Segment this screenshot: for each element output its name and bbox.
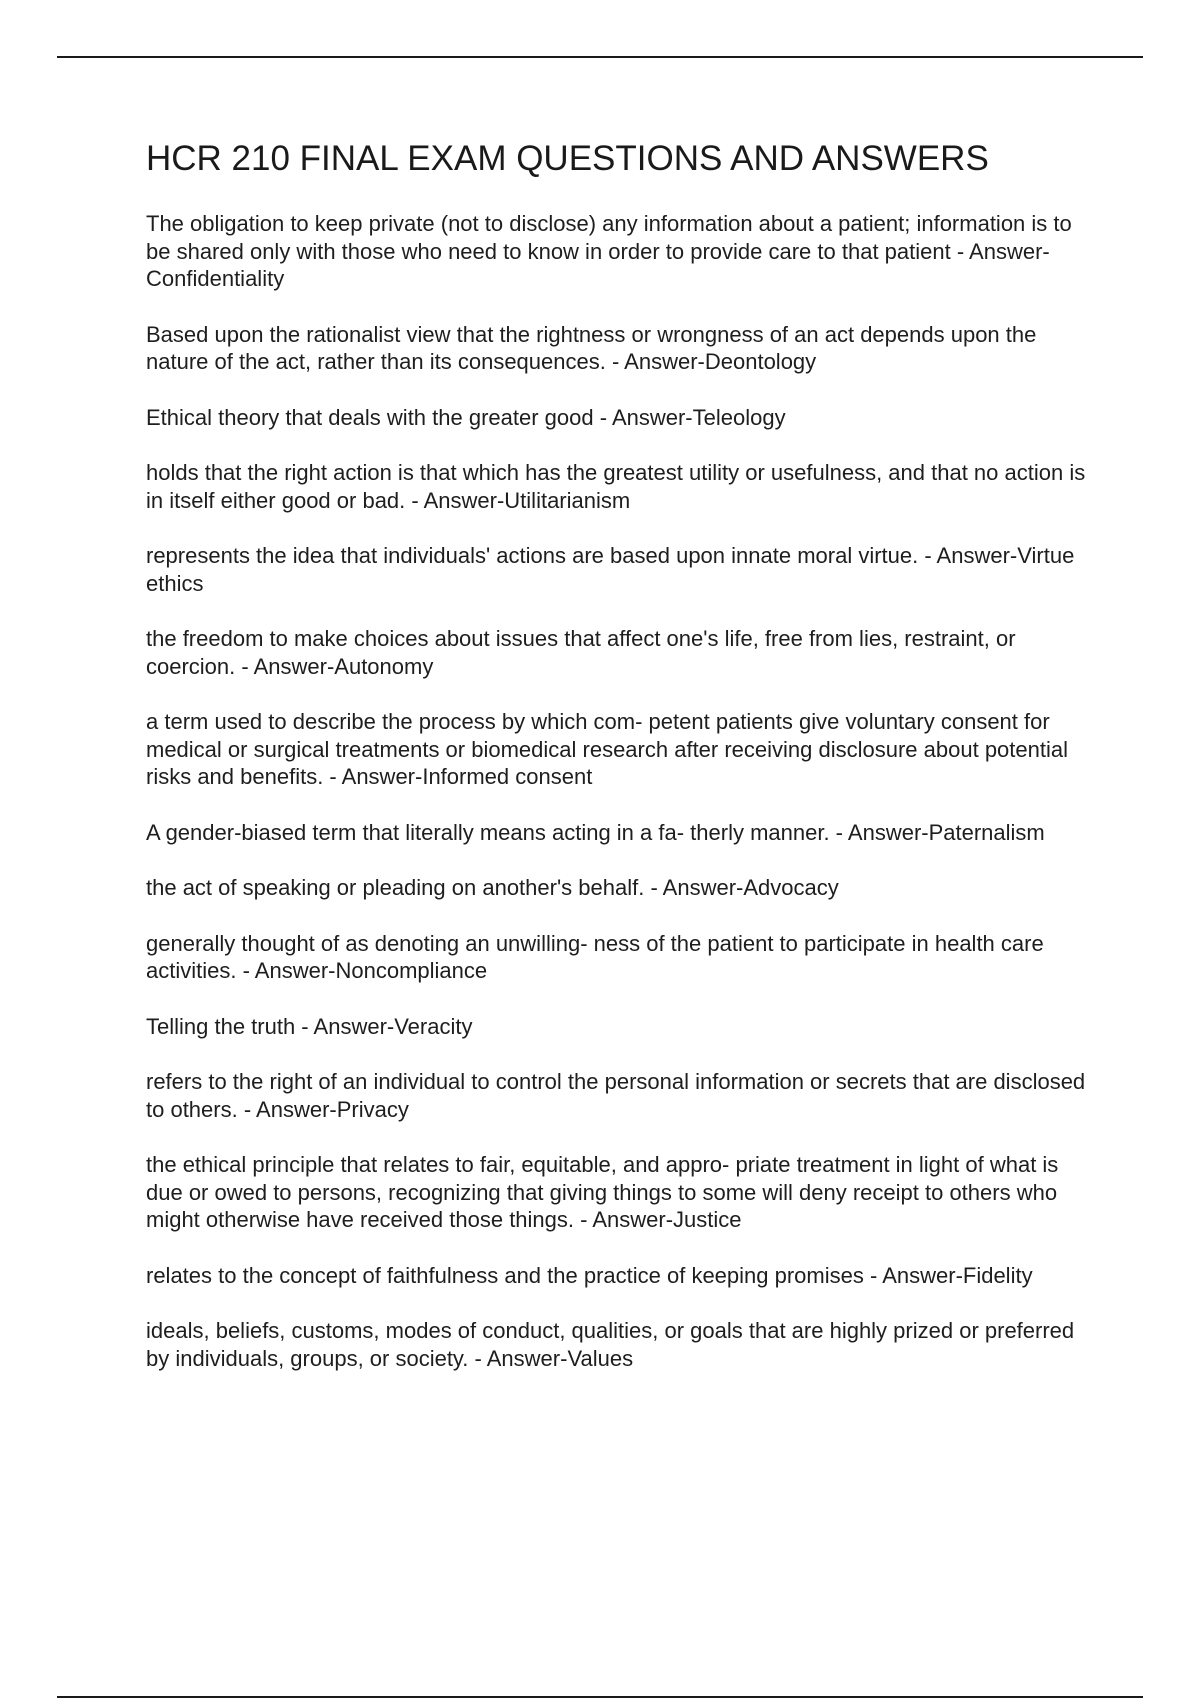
qa-item: ideals, beliefs, customs, modes of conduct, qualities, or goals that are highly prized or preferred by individuals, groups, or society. - Answer-Values: [146, 1318, 1075, 1371]
qa-item: the freedom to make choices about issues that affect one's life, free from lies, restraint, or coercion. - Answer-Autonomy: [146, 626, 1016, 679]
qa-list: [146, 210, 1096, 1372]
qa-item: A gender-biased term that literally means acting in a fa- therly manner. - Answer-Paternalism: [146, 819, 1045, 845]
qa-item: Based upon the rationalist view that the rightness or wrongness of an act depends upon the nature of the act, rather than its consequences. - Answer-Deontology: [146, 321, 1037, 374]
qa-item: holds that the right action is that which has the greatest utility or usefulness, and that no action is in itself either good or bad. - Answer-Utilitarianism: [146, 460, 1086, 513]
qa-item: Ethical theory that deals with the greater good - Answer-Teleology: [146, 404, 786, 430]
qa-item: Telling the truth - Answer-Veracity: [146, 1013, 473, 1039]
page-title: HCR 210 FINAL EXAM QUESTIONS AND ANSWERS: [146, 139, 989, 178]
qa-item: generally thought of as denoting an unwilling- ness of the patient to participate in health care activities. - Answer-Noncompliance: [146, 930, 1044, 983]
qa-item: the ethical principle that relates to fair, equitable, and appro- priate treatment in light of what is due or owed to persons, recognizing that giving things to some will deny receipt to others who might otherwise have received those things. - Answer-Justice: [146, 1152, 1059, 1232]
document-content: [146, 138, 1096, 1400]
qa-item: relates to the concept of faithfulness and the practice of keeping promises - Answer-Fidelity: [146, 1262, 1033, 1288]
top-rule: [57, 56, 1143, 58]
qa-item: represents the idea that individuals' actions are based upon innate moral virtue. - Answer-Virtue ethics: [146, 543, 1075, 596]
qa-item: a term used to describe the process by which com- petent patients give voluntary consent for medical or surgical treatments or biomedical research after receiving disclosure about potential risks and benefits. - Answer-Informed consent: [146, 709, 1069, 789]
qa-item: The obligation to keep private (not to disclose) any information about a patient; information is to be shared only with those who need to know in order to provide care to that patient - Answer-Confidentiality: [146, 211, 1072, 291]
qa-item: refers to the right of an individual to control the personal information or secrets that are disclosed to others. - Answer-Privacy: [146, 1069, 1086, 1122]
qa-item: the act of speaking or pleading on another's behalf. - Answer-Advocacy: [146, 875, 839, 900]
bottom-rule: [57, 1696, 1143, 1698]
